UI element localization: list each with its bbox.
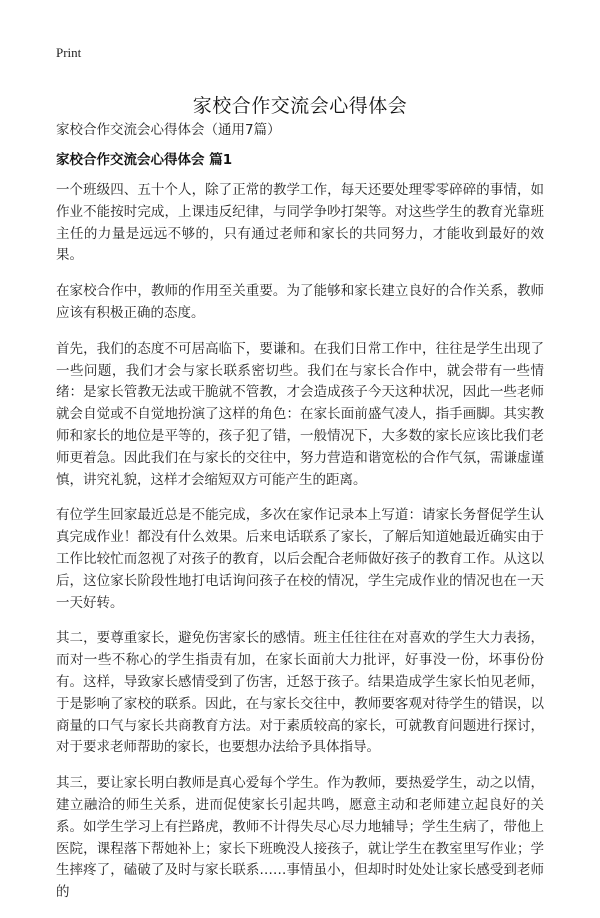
paragraph: 首先，我们的态度不可居高临下，要谦和。在我们日常工作中，往往是学生出现了一些问题，我们才会与家长联系密切些。我们在与家长合作中，就会带有一些情绪：是家长管教无法或干脆就不管教，才会造成孩子今天这种状况，因此一些老师就会自觉或不自觉地扮演了这样的角色：在家长面前盛气凌人，指手画脚。其实教师和家长的地位是平等的，孩子犯了错，一般情况下，大多数的家长应该比我们老师更着急。因此我们在与家长的交往中，努力营造和谐宽松的合作气氛，需谦虚谨慎，讲究礼貌，这样才会缩短双方可能产生的距离。 — [56, 340, 544, 488]
page-title: 家校合作交流会心得体会 — [192, 94, 408, 117]
paragraph: 其二，要尊重家长，避免伤害家长的感情。班主任往往在对喜欢的学生大力表扬，而对一些不称心的学生指责有加，在家长面前大力批评，好事没一份，坏事份份有。这样，导致家长感情受到了伤害，迁怒于孩子。结果造成学生家长怕见老师，于是影响了家校的联系。因此，在与家长交往中，教师要客观对待学生的错误，以商量的口气与家长共商教育方法。对于素质较高的家长，可就教育问题进行探讨，对于要求老师帮助的家长，也要想办法给予具体指导。 — [56, 630, 544, 756]
paragraph: 一个班级四、五十个人，除了正常的教学工作，每天还要处理零零碎碎的事情，如作业不能按时完成，上课违反纪律，与同学争吵打架等。对这些学生的教育光靠班主任的力量是远远不够的，只有通过老师和家长的共同努力，才能收到最好的效果。 — [56, 182, 544, 264]
section-heading: 家校合作交流会心得体会 篇1 — [56, 152, 233, 168]
paragraph: 其三，要让家长明白教师是真心爱每个学生。作为教师，要热爱学生，动之以情，建立融洽的师生关系，进而促使家长引起共鸣，愿意主动和老师建立起良好的关系。如学生学习上有拦路虎，教师不计得失尽心尽力地辅导；学生生病了，带他上医院，课程落下帮她补上；家长下班晚没人接孩子，就让学生在教室里写作业；学生摔疼了，磕破了及时与家长联系……事情虽小，但却时时处处让家长感受到老师的 — [56, 775, 544, 901]
paragraph: 有位学生回家最近总是不能完成，多次在家作记录本上写道：请家长务督促学生认真完成作业！都没有什么效果。后来电话联系了家长，了解后知道她最近确实由于工作比较忙而忽视了对孩子的教育，以后会配合老师做好孩子的教育工作。从这以后，这位家长阶段性地打电话询问孩子在校的情况，学生完成作业的情况也在一天一天好转。 — [56, 507, 544, 611]
article-body — [56, 180, 544, 918]
document-subtitle: 家校合作交流会心得体会（通用7篇） — [56, 122, 281, 138]
paragraph: 在家校合作中，教师的作用至关重要。为了能够和家长建立良好的合作关系，教师应该有积极正确的态度。 — [56, 283, 544, 321]
print-link[interactable]: Print — [56, 45, 82, 60]
